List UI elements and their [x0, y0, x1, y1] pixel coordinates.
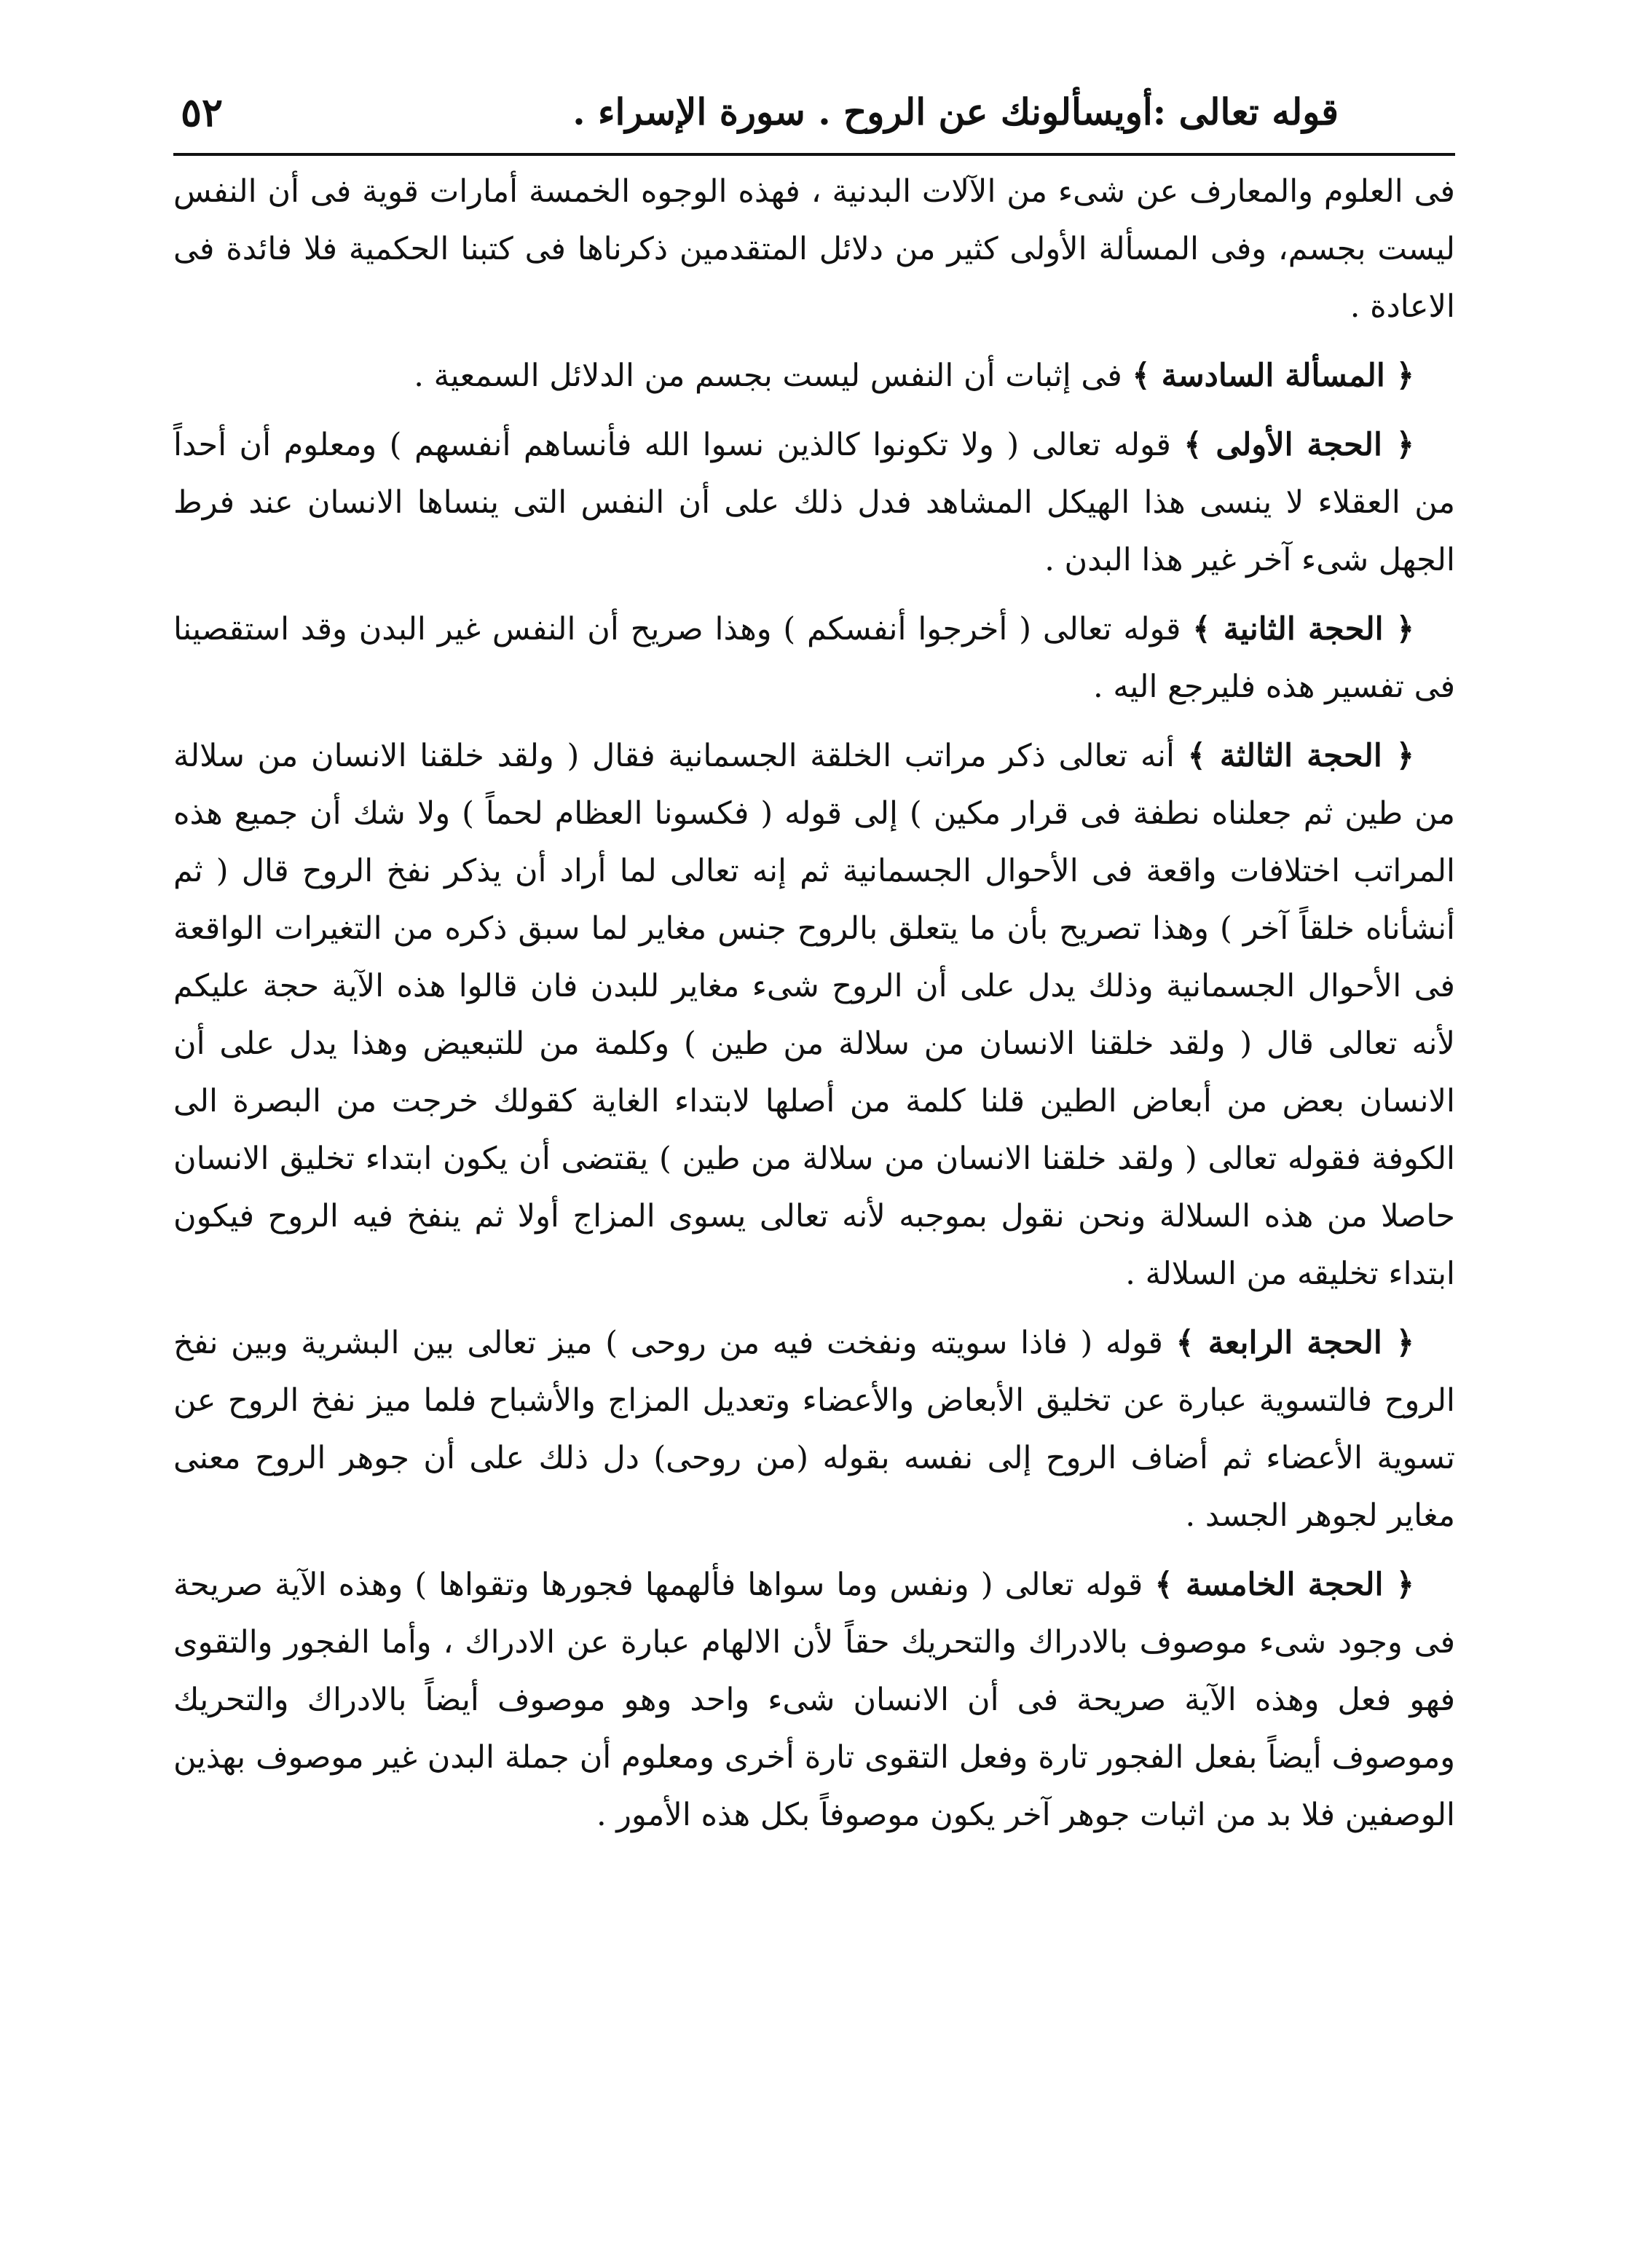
paragraph-proof-one	[173, 417, 1455, 589]
paragraph-proof-four	[173, 1315, 1455, 1545]
running-title: قوله تعالى :أويسألونك عن الروح . سورة الإسراء .	[572, 90, 1339, 133]
paragraph-continuation	[173, 163, 1455, 336]
paragraph-proof-three	[173, 728, 1455, 1303]
paragraph-text: قوله تعالى ( أخرجوا أنفسكم ) وهذا صريح أن النفس غير البدن وقد استقصينا فى تفسير هذه فليرجع اليه .	[173, 611, 1455, 705]
paragraph-proof-two	[173, 601, 1455, 716]
section-heading: ﴿ الحجة الخامسة ﴾	[1154, 1567, 1414, 1603]
page-number: ٥٢	[181, 89, 224, 135]
paragraph-text: أنه تعالى ذكر مراتب الخلقة الجسمانية فقال ( ولقد خلقنا الانسان من سلالة من طين ثم جعلناه نطفة فى قرار مكين ) إلى قوله ( فكسونا العظام لحماً ) ولا شك أن جميع هذه المراتب اختلافات واقعة فى الأحوال الجسمانية ثم إنه تعالى لما أراد أن يذكر نفخ الروح قال ( ثم أنشأناه خلقاً آخر ) وهذا تصريح بأن ما يتعلق بالروح جنس مغاير لما سبق ذكره من التغيرات الواقعة فى الأحوال الجسمانية وذلك يدل على أن الروح شىء مغاير للبدن فان قالوا هذه الآية حجة عليكم لأنه تعالى قال ( ولقد خلقنا الانسان من سلالة من طين ) وكلمة من للتبعيض وهذا يدل على أن الانسان بعض من أبعاض الطين قلنا كلمة من أصلها لابتداء الغاية كقولك خرجت من البصرة الى الكوفة فقوله تعالى ( ولقد خلقنا الانسان من سلالة من طين ) يقتضى أن يكون ابتداء تخليق الانسان حاصلا من هذه السلالة ونحن نقول بموجبه لأنه تعالى يسوى المزاج أولا ثم ينفخ فيه الروح فيكون ابتداء تخليقه من السلالة .	[173, 738, 1455, 1292]
paragraph-issue-six	[173, 347, 1455, 405]
section-heading: ﴿ الحجة الرابعة ﴾	[1175, 1325, 1414, 1361]
book-page	[173, 80, 1455, 2192]
paragraph-text: فى إثبات أن النفس ليست بجسم من الدلائل السمعية .	[414, 358, 1132, 394]
paragraph-text: فى العلوم والمعارف عن شىء من الآلات البدنية ، فهذه الوجوه الخمسة أمارات قوية فى أن النفس ليست بجسم، وفى المسألة الأولى كثير من دلائل المتقدمين ذكرناها فى كتبنا الحكمية فلا فائدة فى الاعادة .	[173, 173, 1455, 325]
running-header	[173, 80, 1455, 156]
paragraph-text: قوله ( فاذا سويته ونفخت فيه من روحى ) ميز تعالى بين البشرية وبين نفخ الروح فالتسوية عبارة عن تخليق الأبعاض والأعضاء وتعديل المزاج والأشباح فلما ميز نفخ الروح عن تسوية الأعضاء ثم أضاف الروح إلى نفسه بقوله (من روحى) دل ذلك على أن جوهر الروح معنى مغاير لجوهر الجسد .	[173, 1325, 1455, 1534]
section-heading: ﴿ الحجة الأولى ﴾	[1183, 427, 1414, 463]
paragraph-text: قوله تعالى ( ولا تكونوا كالذين نسوا الله فأنساهم أنفسهم ) ومعلوم أن أحداً من العقلاء لا ينسى هذا الهيكل المشاهد فدل ذلك على أن النفس التى ينساها الانسان عند فرط الجهل شىء آخر غير هذا البدن .	[173, 427, 1455, 578]
section-heading: ﴿ المسألة السادسة ﴾	[1132, 358, 1414, 394]
section-heading: ﴿ الحجة الثانية ﴾	[1192, 611, 1414, 647]
section-heading: ﴿ الحجة الثالثة ﴾	[1187, 738, 1414, 774]
paragraph-proof-five	[173, 1556, 1455, 1844]
paragraph-text: قوله تعالى ( ونفس وما سواها فألهمها فجورها وتقواها ) وهذه الآية صريحة فى وجود شىء موصوف بالادراك والتحريك حقاً لأن الالهام عبارة عن الادراك ، وأما الفجور والتقوى فهو فعل وهذه الآية صريحة فى أن الانسان شىء واحد وهو موصوف أيضاً بالادراك والتحريك وموصوف أيضاً بفعل الفجور تارة وفعل التقوى تارة أخرى ومعلوم أن جملة البدن غير موصوف بهذين الوصفين فلا بد من اثبات جوهر آخر يكون موصوفاً بكل هذه الأمور .	[173, 1567, 1455, 1833]
body-text	[173, 156, 1455, 1844]
